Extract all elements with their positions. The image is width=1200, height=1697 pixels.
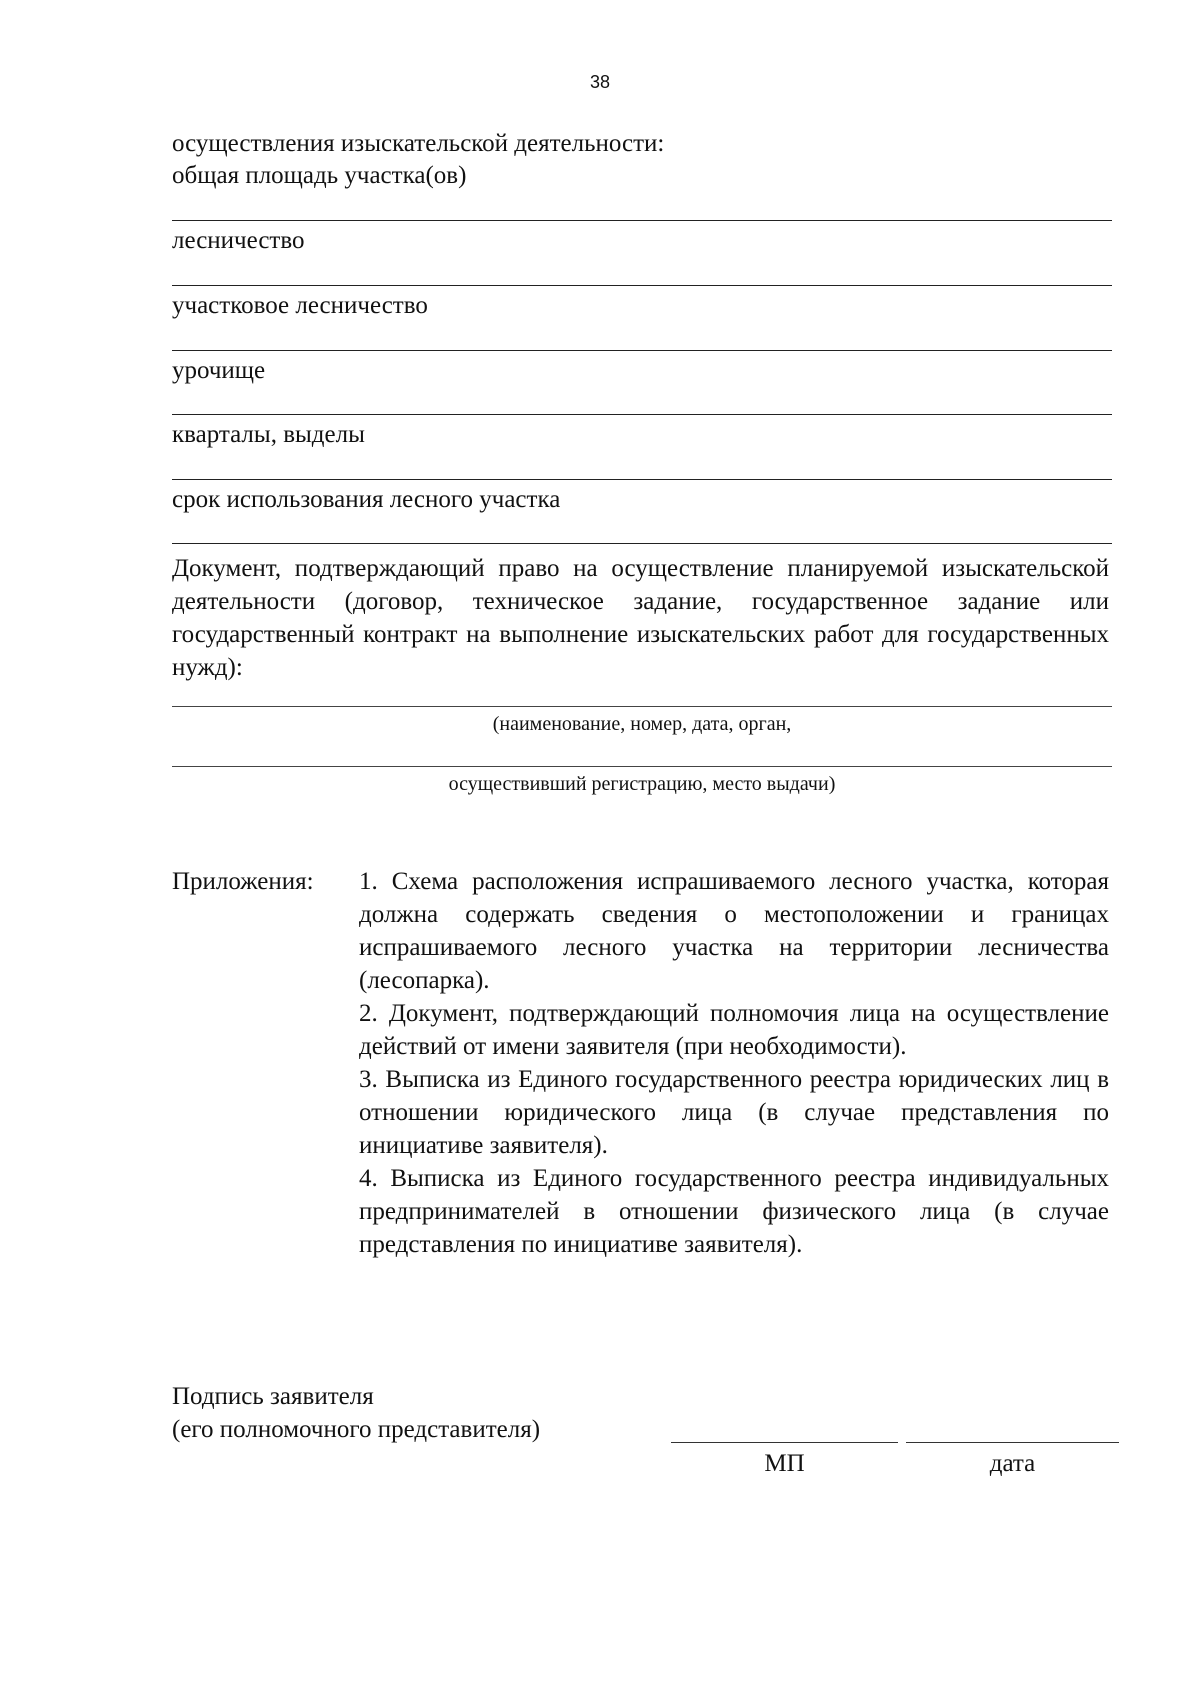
attachment-item-1: 1. Схема расположения испрашиваемого лесного участка, которая должна содержать сведения о местоположении и границах испрашиваемого лесного участка на территории лесничества (лесопарка). — [359, 868, 1109, 994]
field-rule-tract — [172, 414, 1112, 415]
field-rule-quarters — [172, 479, 1112, 480]
attachments-list — [359, 865, 1109, 1261]
field-label-quarters: кварталы, выделы — [172, 421, 365, 448]
intro-line-1: осуществления изыскательской деятельности: — [172, 130, 665, 157]
document-caption-2: осуществивший регистрацию, место выдачи) — [448, 773, 836, 795]
attachment-item-3: 3. Выписка из Единого государственного реестра юридических лиц в отношении юридического лица (в случае представления по инициативе заявителя). — [359, 1066, 1109, 1159]
document-paragraph: Документ, подтверждающий право на осуществление планируемой изыскательской деятельности (договор, техническое задание, государственное задание или государственный контракт на выполнение изыскательских работ для государственных нужд): — [172, 555, 1109, 681]
intro-text — [172, 128, 1112, 192]
attachment-item-2: 2. Документ, подтверждающий полномочия лица на осуществление действий от имени заявителя (при необходимости). — [359, 1000, 1109, 1060]
field-label-tract: урочище — [172, 357, 266, 384]
stamp-caption: МП — [764, 1450, 805, 1477]
field-rule-term — [172, 543, 1112, 544]
field-label-term: срок использования лесного участка — [172, 486, 561, 513]
attachment-item-4: 4. Выписка из Единого государственного реестра индивидуальных предпринимателей в отношении физического лица (в случае представления по инициативе заявителя). — [359, 1165, 1109, 1258]
intro-line-2: общая площадь участка(ов) — [172, 162, 467, 189]
field-rule-forestry — [172, 285, 1112, 286]
document-rule-1 — [172, 706, 1112, 707]
page-number: 38 — [589, 72, 611, 92]
field-label-forestry: лесничество — [172, 227, 305, 254]
field-label-district-forestry: участковое лесничество — [172, 292, 428, 319]
document-rule-2 — [172, 766, 1112, 767]
date-caption: дата — [989, 1450, 1036, 1477]
signature-line-2: (его полномочного представителя) — [172, 1416, 541, 1443]
date-line — [906, 1442, 1119, 1443]
signature-label — [172, 1380, 540, 1446]
field-rule-area — [172, 220, 1112, 221]
signature-line-1: Подпись заявителя — [172, 1383, 374, 1410]
stamp-line — [671, 1442, 898, 1443]
document-caption-1: (наименование, номер, дата, орган, — [492, 713, 792, 735]
attachments-label: Приложения: — [172, 868, 314, 895]
field-rule-district-forestry — [172, 350, 1112, 351]
